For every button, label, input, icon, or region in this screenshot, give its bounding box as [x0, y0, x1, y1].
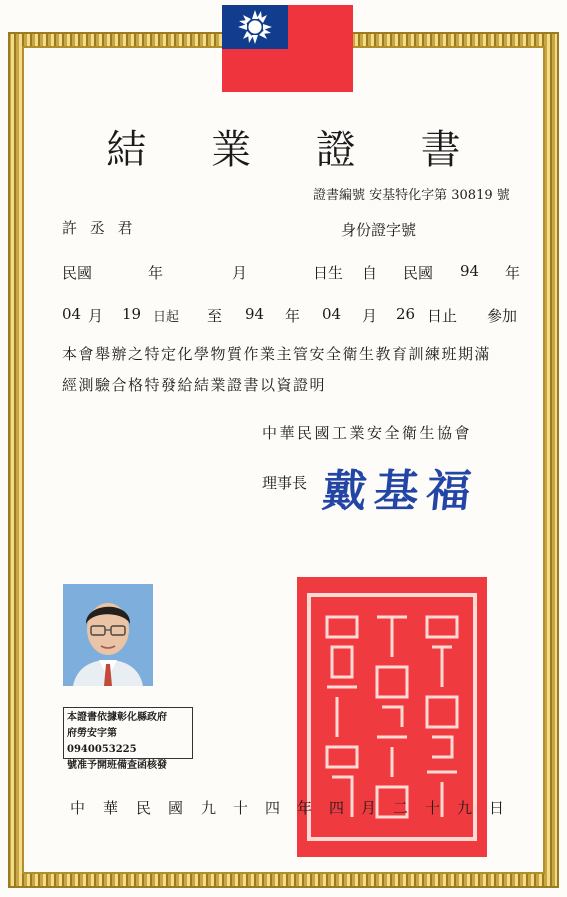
text-minguo-2: 民國: [403, 264, 434, 282]
text-year-3: 年: [285, 307, 301, 325]
issuing-association: 中華民國工業安全衛生協會: [262, 424, 473, 442]
white-sun-icon: [235, 7, 275, 47]
course-description: 本會舉辦之特定化學物質作業主管安全衛生教育訓練班期滿: [62, 345, 492, 363]
end-day: 26: [396, 305, 416, 323]
approval-notice: [63, 707, 193, 771]
text-year-2: 年: [505, 264, 521, 282]
notice-line-3: 號准予開班備查函核發: [67, 760, 167, 771]
id-number-label: 身份證字號: [341, 221, 417, 239]
date-char: 二: [393, 799, 409, 817]
text-day-start: 日起: [153, 310, 180, 325]
date-char: 華: [103, 799, 119, 817]
start-year: 94: [460, 262, 480, 280]
recipient-name: 許 丞 君: [62, 219, 137, 237]
date-char: 四: [329, 799, 345, 817]
text-year: 年: [148, 264, 164, 282]
end-year: 94: [245, 305, 265, 323]
notice-line-2: 府勞安字第 0940053225: [67, 728, 137, 755]
text-birthday: 日生: [313, 264, 344, 282]
text-minguo: 民國: [62, 264, 93, 282]
date-char: 十: [425, 799, 441, 817]
roc-flag: [222, 5, 353, 92]
start-month: 04: [62, 305, 82, 323]
text-day-end: 日止: [427, 307, 458, 325]
date-char: 民: [136, 799, 152, 817]
text-attend: 參加: [487, 307, 518, 325]
certificate-title: 結 業 證 書: [106, 127, 487, 173]
date-char: 國: [168, 799, 184, 817]
date-char: 月: [361, 799, 377, 817]
date-char: 日: [489, 799, 505, 817]
date-char: 四: [265, 799, 281, 817]
portrait-image: [63, 584, 153, 686]
certificate-number: 證書編號 安基特化字第 30819 號: [313, 188, 510, 203]
chairman-label: 理事長: [262, 474, 308, 492]
date-char: 年: [297, 799, 313, 817]
date-char: 中: [70, 799, 86, 817]
text-month: 月: [232, 264, 248, 282]
date-char: 九: [457, 799, 473, 817]
chairman-signature: 戴基福: [319, 466, 482, 517]
start-day: 19: [122, 305, 142, 323]
notice-line-1: 本證書依據彰化縣政府: [67, 712, 167, 723]
text-from: 自: [362, 264, 378, 282]
date-char: 九: [201, 799, 217, 817]
text-month-3: 月: [362, 307, 378, 325]
end-month: 04: [322, 305, 342, 323]
text-month-2: 月: [88, 307, 104, 325]
text-to: 至: [207, 307, 223, 325]
recipient-photo: [63, 584, 153, 686]
certification-statement: 經測驗合格特發給結業證書以資證明: [62, 376, 327, 394]
date-char: 十: [233, 799, 249, 817]
